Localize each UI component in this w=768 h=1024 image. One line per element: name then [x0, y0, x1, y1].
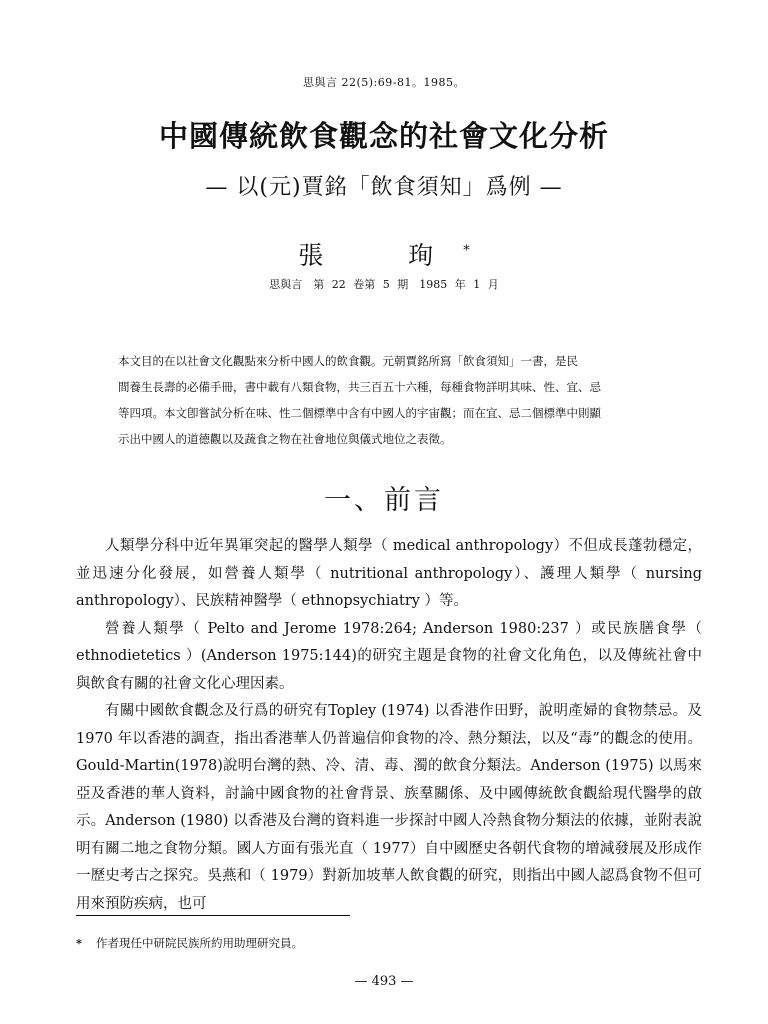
abstract-line: 等四項。本文卽嘗試分析在味、性二個標準中含有中國人的宇宙觀；而在宜、忌二個標準中則顯: [118, 406, 601, 420]
publication-info: 思與言 第 22 卷第 5 期 1985 年 1 月: [269, 278, 499, 291]
footnote-divider: [76, 915, 350, 916]
section-heading: 一、前言: [324, 485, 444, 516]
paper-subtitle: — 以(元)賈銘「飲食須知」爲例 —: [205, 175, 563, 200]
paper-title: 中國傳統飲食觀念的社會文化分析: [158, 119, 609, 153]
abstract-line: 間養生長壽的必備手冊，書中載有八類食物，共三百五十六種，每種食物詳明其味、性、宜、忌: [118, 380, 601, 394]
footnote-mark: *: [76, 936, 83, 950]
paragraph: 人類學分科中近年異軍突起的醫學人類學（ medical anthropology）不但成長蓬勃穩定，並迅速分化發展，如營養人類學（ nutritional anthropology）、護理人類學（ nursing anthropology）、民族精神醫學（ ethnopsychiatry ）等。: [76, 538, 702, 609]
paragraph: 有關中國飲食觀念及行爲的研究有Topley (1974) 以香港作田野，說明產婦的食物禁忌。及 1970 年以香港的調查，指出香港華人仍普遍信仰食物的冷、熱分類法，以及“毒”的觀念的使用。Gould-Martin(1978)說明台灣的熱、冷、清、毒、濁的飲食分類法。Anderson (1975) 以馬來亞及香港的華人資料，討論中國食物的社會背景、族羣關係、及中國傳統飲食觀給現代醫學的啟示。Anderson (1980) 以香港及台灣的資料進一步探討中國人冷熱食物分類法的依據，並附表說明有關二地之食物分類。國人方面有張光直（ 1977）自中國歷史各朝代食物的增減發展及形成作一歷史考古之探究。吳燕和（ 1979）對新加坡華人飲食觀的研究，則指出中國人認爲食物不但可用來預防疾病，也可: [76, 703, 702, 912]
body-text: [76, 533, 702, 918]
page-number: — 493 —: [354, 974, 414, 989]
abstract-line: 本文目的在以社會文化觀點來分析中國人的飲食觀。元朝賈銘所寫「飲食須知」一書，是民: [118, 354, 578, 368]
footnote-text: 作者現任中研院民族所約用助理研究員。: [96, 936, 304, 950]
footnote: [76, 935, 702, 951]
paragraph: 營養人類學（ Pelto and Jerome 1978:264; Anderson 1980:237 ）或民族膳食學（ ethnodietetics ）(Anderson 1975:144)的研究主題是食物的社會文化角色，以及傳統社會中與飲食有關的社會文化心理因素。: [76, 620, 702, 692]
author-line: [0, 236, 768, 272]
abstract-line: 示出中國人的道德觀以及蔬食之物在社會地位與儀式地位之表徵。: [118, 432, 452, 446]
abstract: [118, 348, 670, 452]
author-name: 張 珣: [298, 241, 464, 270]
author-footnote-mark: *: [463, 243, 470, 259]
journal-header: 思與言 22(5):69-81。1985。: [303, 76, 465, 89]
